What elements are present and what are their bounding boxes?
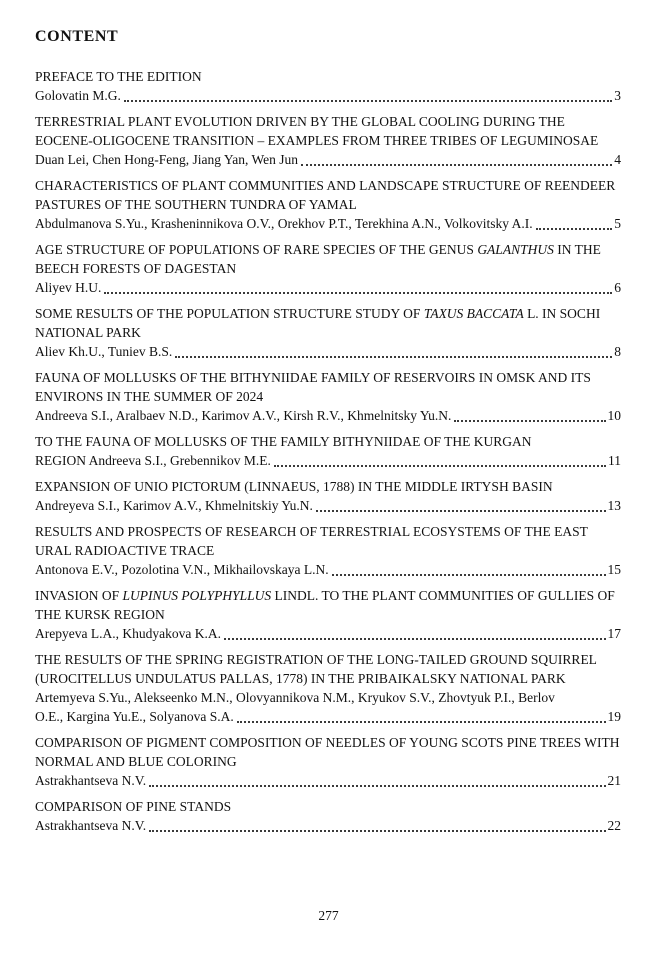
entry-authors: Golovatin M.G.	[35, 88, 121, 103]
entry-page-number: 13	[607, 498, 621, 513]
entry-title-text: THE RESULTS OF THE SPRING REGISTRATION OF THE LONG-TAILED GROUND SQUIRREL (UROCITELLUS UNDULATUS PALLAS, 1778) IN THE PRIBAIKALSKY NATIONAL PARK	[35, 652, 597, 686]
toc-entry	[35, 112, 621, 169]
entry-authors: Abdulmanova S.Yu., Krasheninnikova O.V., Orekhov P.T., Terekhina A.N., Volkovitsky A.I.	[35, 216, 533, 231]
entry-title-text: COMPARISON OF PINE STANDS	[35, 799, 232, 814]
entry-authors-line	[35, 150, 621, 169]
entry-title	[35, 477, 621, 496]
toc-entry	[35, 477, 621, 515]
dotted-leader	[224, 638, 606, 640]
entry-page-number: 15	[607, 562, 621, 577]
entry-title	[35, 112, 621, 150]
toc-entry	[35, 650, 621, 726]
entry-authors: Andreeva S.I., Aralbaev N.D., Karimov A.V., Kirsh R.V., Khmelnitsky Yu.N.	[35, 408, 452, 423]
entry-authors: O.E., Kargina Yu.E., Solyanova S.A.	[35, 709, 234, 724]
entry-page-number: 19	[607, 709, 621, 724]
entry-title	[35, 240, 621, 278]
entry-title	[35, 733, 621, 771]
entry-authors: Astrakhantseva N.V.	[35, 773, 147, 788]
entry-page-number: 5	[614, 216, 621, 231]
entry-page-number: 22	[607, 818, 621, 833]
entry-title-text: FAUNA OF MOLLUSKS OF THE BITHYNIIDAE FAMILY OF RESERVOIRS IN OMSK AND ITS ENVIRONS IN THE SUMMER OF 2024	[35, 370, 591, 404]
dotted-leader	[316, 510, 606, 512]
entry-title-text: RESULTS AND PROSPECTS OF RESEARCH OF TERRESTRIAL ECOSYSTEMS OF THE EAST URAL RADIOACTIVE TRACE	[35, 524, 588, 558]
toc-entry	[35, 176, 621, 233]
entry-title-text: TERRESTRIAL PLANT EVOLUTION DRIVEN BY THE GLOBAL COOLING DURING THE EOCENE-OLIGOCENE TRANSITION – EXAMPLES FROM THREE TRIBES OF LEGUMINOSAE	[35, 114, 599, 148]
dotted-leader	[104, 292, 612, 294]
species-name-italic: LUPINUS POLYPHYLLUS	[122, 588, 272, 603]
species-name-italic: TAXUS BACCATA	[423, 306, 524, 321]
entry-authors: Andreyeva S.I., Karimov A.V., Khmelnitskiy Yu.N.	[35, 498, 313, 513]
entry-title-text: AGE STRUCTURE OF POPULATIONS OF RARE SPECIES OF THE GENUS	[35, 242, 478, 257]
entry-authors-line	[35, 560, 621, 579]
entry-title	[35, 67, 621, 86]
toc-entry	[35, 522, 621, 579]
dotted-leader	[237, 721, 606, 723]
entry-title-text: COMPARISON OF PIGMENT COMPOSITION OF NEEDLES OF YOUNG SCOTS PINE TREES WITH NORMAL AND BLUE COLORING	[35, 735, 620, 769]
entry-title-text: LINDL. TO THE PLANT COMMUNITIES OF GULLIES OF THE KURSK REGION	[35, 588, 615, 622]
entry-authors-line	[35, 771, 621, 790]
dotted-leader	[175, 356, 612, 358]
toc-entry	[35, 67, 621, 105]
entry-authors-line	[35, 214, 621, 233]
page-number-footer: 277	[318, 908, 339, 923]
entry-title-text: INVASION OF	[35, 588, 123, 603]
entry-authors: Aliev Kh.U., Tuniev B.S.	[35, 344, 173, 359]
entry-page-number: 10	[607, 408, 621, 423]
entry-authors: REGION Andreeva S.I., Grebennikov M.E.	[35, 453, 271, 468]
entry-page-number: 6	[614, 280, 621, 295]
entry-authors: Aliyev H.U.	[35, 280, 102, 295]
toc-entry	[35, 432, 621, 470]
entry-authors-line	[35, 624, 621, 643]
entry-title-text: EXPANSION OF UNIO PICTORUM (LINNAEUS, 1788) IN THE MIDDLE IRTYSH BASIN	[35, 479, 553, 494]
toc-entry	[35, 304, 621, 361]
entry-page-number: 11	[608, 453, 621, 468]
entry-authors: Antonova E.V., Pozolotina V.N., Mikhailovskaya L.N.	[35, 562, 329, 577]
dotted-leader	[454, 420, 605, 422]
dotted-leader	[536, 228, 613, 230]
entry-title	[35, 522, 621, 560]
entry-title-text: TO THE FAUNA OF MOLLUSKS OF THE FAMILY BITHYNIIDAE OF THE KURGAN	[35, 434, 532, 449]
entry-authors-line	[35, 707, 621, 726]
entry-page-number: 8	[614, 344, 621, 359]
entry-title	[35, 368, 621, 406]
entry-page-number: 17	[607, 626, 621, 641]
entry-page-number: 4	[614, 152, 621, 167]
page-title: CONTENT	[35, 28, 119, 45]
entry-title-text: SOME RESULTS OF THE POPULATION STRUCTURE STUDY OF	[35, 306, 424, 321]
entry-authors-line	[35, 278, 621, 297]
toc-entry	[35, 368, 621, 425]
entry-title-text: IN THE BEECH FORESTS OF DAGESTAN	[35, 242, 601, 276]
entry-authors-line	[35, 816, 621, 835]
dotted-leader	[274, 465, 606, 467]
entry-title	[35, 176, 621, 214]
entry-title-text: L. IN SOCHI NATIONAL PARK	[35, 306, 601, 340]
dotted-leader	[124, 100, 612, 102]
entry-authors-line	[35, 496, 621, 515]
entry-authors-line	[35, 342, 621, 361]
dotted-leader	[149, 830, 605, 832]
entry-title	[35, 797, 621, 816]
entry-page-number: 3	[614, 88, 621, 103]
entry-authors-line	[35, 406, 621, 425]
entry-authors: Arepyeva L.A., Khudyakova K.A.	[35, 626, 221, 641]
entry-title-text: PREFACE TO THE EDITION	[35, 69, 202, 84]
toc-entry	[35, 797, 621, 835]
entry-title	[35, 586, 621, 624]
entry-authors: Duan Lei, Chen Hong-Feng, Jiang Yan, Wen Jun	[35, 152, 299, 167]
entry-title-text: CHARACTERISTICS OF PLANT COMMUNITIES AND LANDSCAPE STRUCTURE OF REENDEER PASTURES OF THE SOUTHERN TUNDRA OF YAMAL	[35, 178, 616, 212]
dotted-leader	[149, 785, 605, 787]
entry-page-number: 21	[607, 773, 621, 788]
entry-authors-line	[35, 86, 621, 105]
toc-entry	[35, 586, 621, 643]
species-name-italic: GALANTHUS	[477, 242, 554, 257]
toc-entry	[35, 733, 621, 790]
entry-authors-first-line: Artemyeva S.Yu., Alekseenko M.N., Olovyannikova N.M., Kryukov S.V., Zhovtyuk P.I., Berlov	[35, 690, 555, 705]
entry-authors-line	[35, 451, 621, 470]
entry-title	[35, 650, 621, 688]
dotted-leader	[332, 574, 606, 576]
entry-title	[35, 304, 621, 342]
entry-authors: Astrakhantseva N.V.	[35, 818, 147, 833]
entry-title	[35, 432, 621, 451]
dotted-leader	[301, 164, 612, 166]
toc-entry	[35, 240, 621, 297]
